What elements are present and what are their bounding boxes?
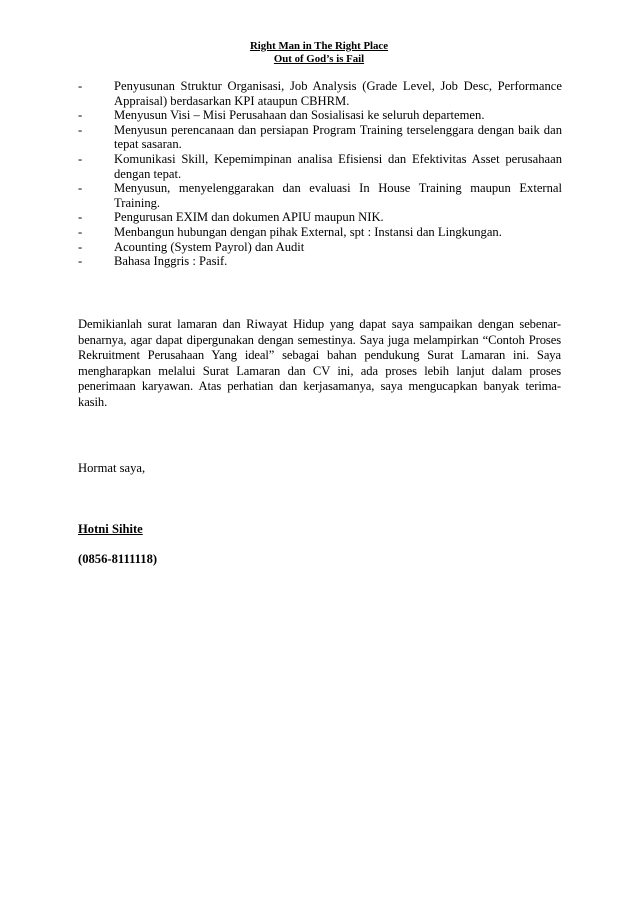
list-item-text: Bahasa Inggris : Pasif.	[114, 254, 228, 269]
list-dash: -	[78, 239, 83, 254]
closing-paragraph: Demikianlah surat lamaran dan Riwayat Hidup yang dapat saya sampaikan dengan sebenar-benarnya, agar dapat dipergunakan dengan semestinya. Saya juga melampirkan “Contoh Proses Rekruitment Perusahaan Yang ideal” sebagai bahan pendukung Surat Lamaran ini. Saya mengharapkan melalui Surat Lamaran dan CV ini, ada proses lebih lanjut dalam proses penerimaan karyawan. Atas perhatian dan kerjasamanya, saya mengucapkan banyak terima-kasih.	[78, 317, 561, 409]
list-dash: -	[78, 79, 83, 93]
list-dash: -	[78, 151, 83, 166]
list-item-text: Menyusun, menyelenggarakan dan evaluasi In House Training maupun External Training.	[114, 181, 562, 210]
list-item-text: Penyusunan Struktur Organisasi, Job Analysis (Grade Level, Job Desc, Performance Appraisal) berdasarkan KPI ataupun CBHRM.	[114, 79, 562, 108]
list-dash: -	[78, 122, 83, 137]
list-item	[78, 254, 562, 269]
list-item	[78, 225, 562, 240]
list-item-text: Menyusun Visi – Misi Perusahaan dan Sosialisasi ke seluruh departemen.	[114, 108, 485, 123]
list-dash: -	[78, 181, 83, 196]
list-dash: -	[78, 224, 83, 239]
list-item-text: Acounting (System Payrol) dan Audit	[114, 239, 305, 254]
list-item	[78, 79, 562, 108]
list-item	[78, 181, 562, 210]
list-item-text: Menyusun perencanaan dan persiapan Program Training terselenggara dengan baik dan tepat sasaran.	[114, 122, 562, 152]
closing-salutation: Hormat saya,	[78, 461, 146, 475]
list-item-text: Komunikasi Skill, Kepemimpinan analisa Efisiensi dan Efektivitas Asset perusahaan dengan tepat.	[114, 151, 562, 181]
list-item-text: Menbangun hubungan dengan pihak External, spt : Instansi dan Lingkungan.	[114, 224, 502, 239]
list-item	[78, 152, 562, 181]
list-dash: -	[78, 108, 83, 123]
duties-list	[78, 79, 562, 269]
signer-phone: (0856-8111118)	[78, 552, 158, 566]
header-title: Right Man in The Right Place	[249, 40, 389, 52]
list-dash: -	[78, 210, 83, 225]
list-item	[78, 123, 562, 152]
signer-name: Hotni Sihite	[78, 522, 143, 536]
list-item	[78, 210, 562, 225]
list-item	[78, 240, 562, 255]
list-item	[78, 108, 562, 123]
document-header	[0, 40, 638, 66]
header-subtitle: Out of God’s is Fail	[273, 53, 365, 65]
list-item-text: Pengurusan EXIM dan dokumen APIU maupun NIK.	[114, 210, 384, 225]
list-dash: -	[78, 254, 83, 269]
